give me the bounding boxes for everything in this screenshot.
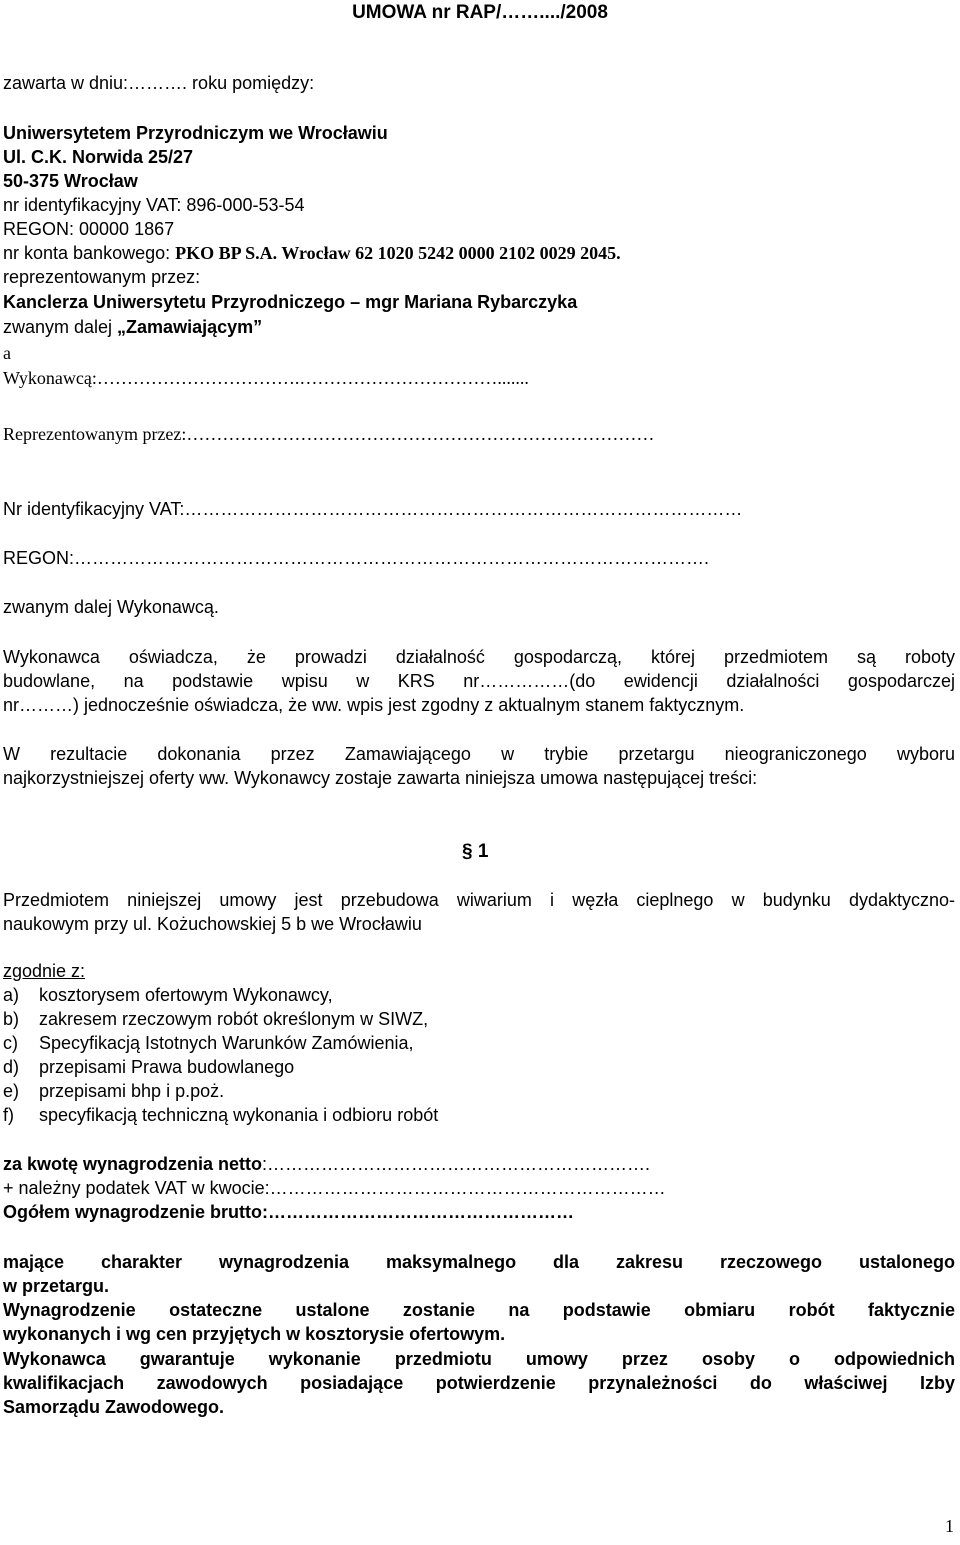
final-line-3: Wynagrodzenie ostateczne ustalone zostanie na podstawie obmiaru robót faktycznie (3, 1300, 955, 1320)
list-item (3, 984, 333, 1006)
list-label: c) (3, 1033, 18, 1053)
account-number: PKO BP S.A. Wrocław 62 1020 5242 0000 2102 0029 2045. (175, 243, 621, 263)
university-represented: reprezentowanym przez: (3, 267, 201, 287)
paragraph-number: § 1 (462, 841, 489, 862)
university-representative: Kanclerza Uniwersytetu Przyrodniczego – mgr Mariana Rybarczyka (3, 292, 578, 312)
university-name: Uniwersytetem Przyrodniczym we Wrocławiu (3, 123, 388, 143)
conjunction-and: a (3, 343, 11, 363)
list-text: zakresem rzeczowym robót określonym w SIWZ, (39, 1009, 429, 1029)
list-label: a) (3, 985, 20, 1005)
list-label: f) (3, 1105, 14, 1125)
net-amount-line (3, 1153, 650, 1175)
gross-amount-label: Ogółem wynagrodzenie brutto: (3, 1202, 269, 1222)
university-called (3, 316, 262, 338)
net-amount-dots: :………………………………………………………. (262, 1154, 651, 1174)
account-label: nr konta bankowego: (3, 243, 176, 263)
final-line-2: w przetargu. (3, 1276, 110, 1296)
declaration-line-3: nr………) jednocześnie oświadcza, że ww. wpis jest zgodny z aktualnym stanem faktycznym. (3, 695, 745, 715)
subject-line-1: Przedmiotem niniejszej umowy jest przebudowa wiwarium i węzła cieplnego w budynku dydaktyczno- (3, 890, 955, 910)
list-text: kosztorysem ofertowym Wykonawcy, (39, 985, 333, 1005)
net-amount-label: za kwotę wynagrodzenia netto (3, 1154, 263, 1174)
final-line-4: wykonanych i wg cen przyjętych w kosztorysie ofertowym. (3, 1324, 506, 1344)
contractor-vat: Nr identyfikacyjny VAT:………………………………………………………………………………… (3, 499, 743, 519)
called-name: „Zamawiającym” (117, 317, 263, 337)
list-item (3, 1104, 438, 1126)
gross-amount-line (3, 1201, 574, 1223)
result-line-1: W rezultacie dokonania przez Zamawiającego w trybie przetargu nieograniczonego wyboru (3, 744, 955, 764)
declaration-line-2: budowlane, na podstawie wpisu w KRS nr……………(do ewidencji działalności gospodarczej (3, 671, 955, 691)
list-text: specyfikacją techniczną wykonania i odbioru robót (39, 1105, 439, 1125)
university-vat: nr identyfikacyjny VAT: 896-000-53-54 (3, 195, 305, 215)
final-line-6: kwalifikacjach zawodowych posiadające potwierdzenie przynależności do właściwej Izby (3, 1373, 955, 1393)
list-item (3, 1032, 413, 1054)
list-text: Specyfikacją Istotnych Warunków Zamówienia, (39, 1033, 414, 1053)
contractor-regon: REGON:……………………………………………………………………………………………. (3, 548, 710, 568)
contractor-called: zwanym dalej Wykonawcą. (3, 597, 219, 617)
list-label: b) (3, 1009, 20, 1029)
university-regon: REGON: 00000 1867 (3, 219, 175, 239)
result-line-2: najkorzystniejszej oferty ww. Wykonawcy zostaje zawarta niniejsza umowa następującej treści: (3, 768, 758, 788)
list-item (3, 1008, 428, 1030)
final-line-7: Samorządu Zawodowego. (3, 1397, 225, 1417)
contractor-represented: Reprezentowanym przez:…………………………………………………………………… (3, 424, 655, 444)
university-city: 50-375 Wrocław (3, 171, 138, 191)
list-item (3, 1080, 224, 1102)
declaration-line-1: Wykonawca oświadcza, że prowadzi działalność gospodarczą, której przedmiotem są roboty (3, 647, 955, 667)
final-line-5: Wykonawca gwarantuje wykonanie przedmiotu umowy przez osoby o odpowiednich (3, 1349, 955, 1369)
document-title: UMOWA nr RAP/……..../2008 (352, 2, 608, 23)
list-text: przepisami Prawa budowlanego (39, 1057, 295, 1077)
contractor-line: Wykonawcą:…………………………….……………………………....... (3, 368, 529, 388)
list-text: przepisami bhp i p.poż. (39, 1081, 225, 1101)
vat-amount-line: + należny podatek VAT w kwocie:………………………………………………………… (3, 1178, 666, 1198)
subject-line-2: naukowym przy ul. Kożuchowskiej 5 b we Wrocławiu (3, 914, 422, 934)
list-label: d) (3, 1057, 20, 1077)
university-street: Ul. C.K. Norwida 25/27 (3, 147, 194, 167)
final-line-1: mające charakter wynagrodzenia maksymalnego dla zakresu rzeczowego ustalonego (3, 1252, 955, 1272)
intro-line: zawarta w dniu:………. roku pomiędzy: (3, 73, 315, 93)
gross-amount-dots: …………………………………………… (268, 1202, 575, 1222)
list-label: e) (3, 1081, 20, 1101)
called-prefix: zwanym dalej (3, 317, 118, 337)
page-number: 1 (945, 1516, 954, 1536)
list-item (3, 1056, 294, 1078)
according-to-heading: zgodnie z: (3, 961, 86, 981)
university-account (3, 242, 621, 264)
